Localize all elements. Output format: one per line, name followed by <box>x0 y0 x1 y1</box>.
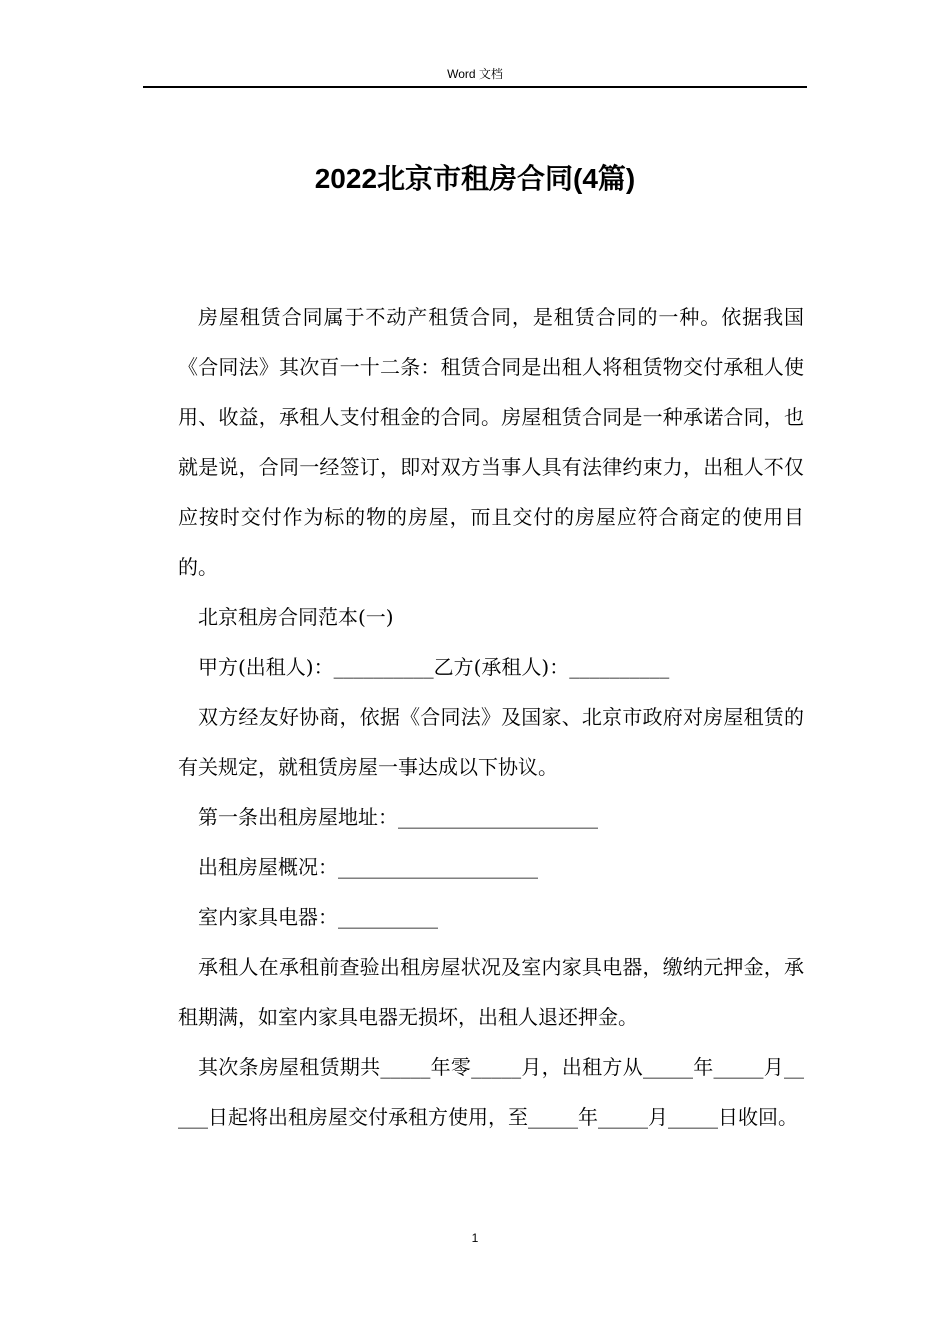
parties-line: 甲方(出租人)：__________乙方(承租人)：__________ <box>198 655 670 679</box>
intro-paragraph: 房屋租赁合同属于不动产租赁合同，是租赁合同的一种。依据我国《合同法》其次百一十二条：租赁合同是出租人将租赁物交付承租人使用、收益，承租人支付租金的合同。房屋租赁合同是一种承诺合同，也就是说，合同一经签订，即对双方当事人具有法律约束力，出租人不仅应按时交付作为标的物的房屋，而且交付的房屋应符合商定的使用目的。 <box>178 305 804 579</box>
page-number: 1 <box>471 1231 479 1245</box>
document-body <box>178 292 804 1142</box>
deposit-paragraph: 承租人在承租前查验出租房屋状况及室内家具电器，缴纳元押金，承租期满，如室内家具电器无损坏，出租人退还押金。 <box>178 955 804 1029</box>
lease-term-paragraph: 其次条房屋租赁期共_____年零_____月，出租方从_____年_____月_____日起将出租房屋交付承租方使用，至_____年_____月_____日收回。 <box>178 1055 804 1129</box>
document-title: 2022北京市租房合同(4篇) <box>314 163 636 194</box>
header-divider <box>143 86 807 88</box>
furniture-line: 室内家具电器：__________ <box>198 905 438 929</box>
house-address-line: 第一条出租房屋地址：____________________ <box>198 805 598 829</box>
house-overview-line: 出租房屋概况：____________________ <box>198 855 538 879</box>
contract-sample-heading: 北京租房合同范本(一) <box>198 605 394 629</box>
agreement-paragraph: 双方经友好协商，依据《合同法》及国家、北京市政府对房屋租赁的有关规定，就租赁房屋一事达成以下协议。 <box>178 705 804 779</box>
header-label: Word 文档 <box>447 67 503 81</box>
